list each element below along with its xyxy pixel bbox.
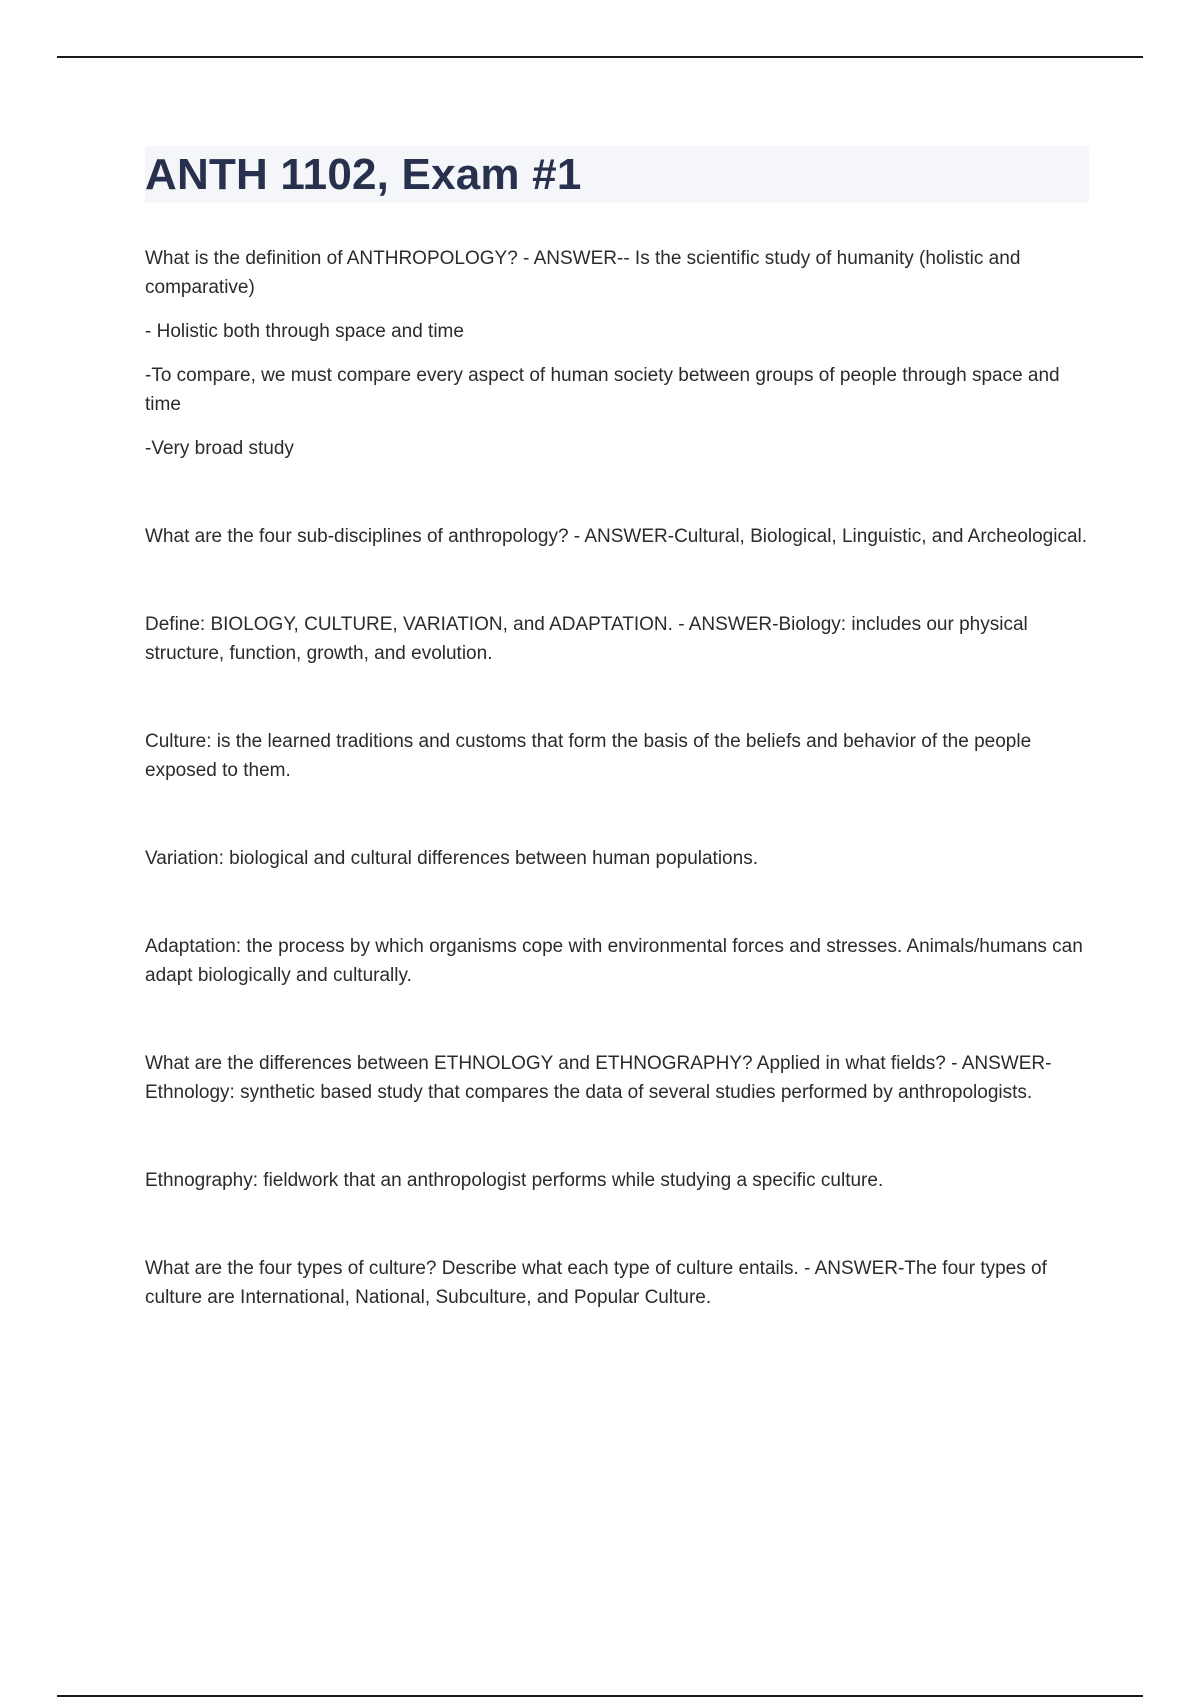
paragraph-adaptation: Adaptation: the process by which organisms cope with environmental forces and stresses. Animals/humans can adapt biologically and culturally.: [145, 936, 1083, 986]
document-body: [145, 146, 1089, 1312]
paragraph-culture: Culture: is the learned traditions and customs that form the basis of the beliefs and behavior of the people exposed to them.: [145, 731, 1032, 781]
paragraph-sub-disciplines: What are the four sub-disciplines of anthropology? - ANSWER-Cultural, Biological, Linguistic, and Archeological.: [145, 526, 1088, 547]
paragraph-types-of-culture: What are the four types of culture? Describe what each type of culture entails. - ANSWER-The four types of culture are International, National, Subculture, and Popular Culture.: [145, 1258, 1047, 1308]
paragraph-ethnology: What are the differences between ETHNOLOGY and ETHNOGRAPHY? Applied in what fields? - ANSWER-Ethnology: synthetic based study that compares the data of several studies performed by anthropologists.: [145, 1053, 1052, 1103]
paragraph-anthropology-definition: What is the definition of ANTHROPOLOGY? - ANSWER-- Is the scientific study of humanity (holistic and comparative): [145, 248, 1021, 298]
paragraph-ethnography: Ethnography: fieldwork that an anthropologist performs while studying a specific culture.: [145, 1170, 884, 1191]
paragraph-define-biology: Define: BIOLOGY, CULTURE, VARIATION, and ADAPTATION. - ANSWER-Biology: includes our physical structure, function, growth, and evolution.: [145, 614, 1028, 664]
paragraph-holistic: - Holistic both through space and time: [145, 321, 464, 342]
title-band: [145, 146, 1089, 203]
paragraph-compare: -To compare, we must compare every aspect of human society between groups of people through space and time: [145, 365, 1060, 415]
paragraph-broad-study: -Very broad study: [145, 438, 294, 459]
bottom-divider: [57, 1695, 1143, 1697]
paragraph-variation: Variation: biological and cultural differences between human populations.: [145, 848, 758, 869]
top-divider: [57, 56, 1143, 58]
document-title: ANTH 1102, Exam #1: [145, 149, 582, 199]
